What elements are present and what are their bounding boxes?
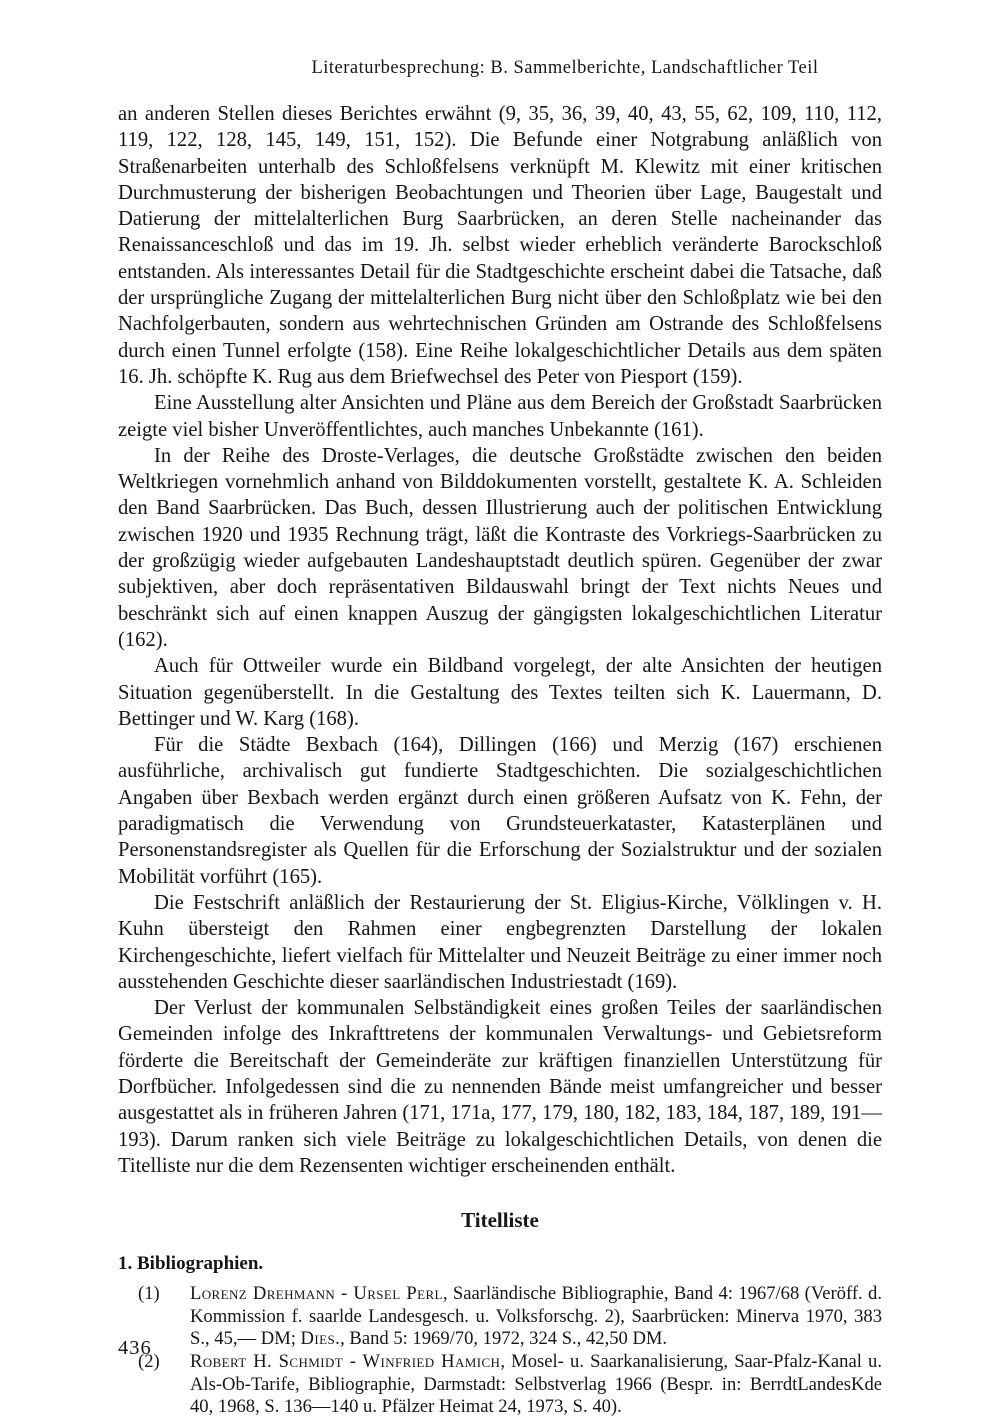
paragraph: an anderen Stellen dieses Berichtes erwähnt (9, 35, 36, 39, 40, 43, 55, 62, 109, 110, 112, 119, 122, 128, 145, 149, 151, 152). Die Befunde einer Notgrabung anläßlich von Straßenarbeiten unterhalb des Schloßfelsens verknüpft M. Klewitz mit einer kritischen Durchmusterung der bisherigen Beobachtungen und Theorien über Lage, Baugestalt und Datierung der mittelalterlichen Burg Saarbrücken, an deren Stelle nacheinander das Renaissanceschloß und das im 19. Jh. selbst wieder erheblich veränderte Barockschloß entstanden. Als interessantes Detail für die Stadtgeschichte erscheint dabei die Tatsache, daß der ursprüngliche Zugang der mittelalterlichen Burg nicht über den Schloßplatz wie bei den Nachfolgerbauten, sondern aus wehrtechnischen Gründen am Ostrande des Schloßfelsens durch einen Tunnel erfolgte (158). Eine Reihe lokalgeschichtlicher Details aus dem späten 16. Jh. schöpfte K. Rug aus dem Briefwechsel des Peter von Piesport (159). [118, 103, 882, 388]
paragraph: Die Festschrift anläßlich der Restaurierung der St. Eligius-Kirche, Völklingen v. H. Kuhn übersteigt den Rahmen einer engbegrenzten Darstellung der lokalen Kirchengeschichte, liefert vielfach für Mittelalter und Neuzeit Beiträge zu einer immer noch ausstehenden Geschichte dieser saarländischen Industriestadt (169). [118, 891, 882, 993]
page [118, 58, 882, 1419]
entry-authors: Lorenz Drehmann - Ursel Perl [190, 1283, 443, 1305]
entry-number: (2) [138, 1350, 160, 1372]
paragraph: In der Reihe des Droste-Verlages, die deutsche Großstädte zwischen den beiden Weltkriegen vornehmlich anhand von Bilddokumenten vorstellt, gestaltete K. A. Schleiden den Band Saarbrücken. Das Buch, dessen Illustrierung auch der politischen Entwicklung zwischen 1920 und 1935 Rechnung trägt, läßt die Kontraste des Vorkriegs-Saarbrücken zu der großzügig wieder aufgebauten Landeshauptstadt deutlich spüren. Gegenüber der zwar subjektiven, aber doch repräsentativen Bildauswahl bringt der Text nichts Neues und beschränkt sich auf einen knappen Auszug der gängigsten lokalgeschichtlichen Literatur (162). [118, 444, 882, 651]
entry-authors: Robert H. Schmidt - Winfried Hamich [190, 1350, 501, 1372]
subsection-title: 1. Bibliographien. [118, 1253, 264, 1275]
paragraph: Der Verlust der kommunalen Selbständigkeit eines großen Teiles der saarländischen Gemeinden infolge des Inkrafttretens der kommunalen Verwaltungs- und Gebietsreform förderte die Bereitschaft der Gemeinderäte zur kräftigen finanziellen Unterstützung für Dorfbücher. Infolgedessen sind die zu nennenden Bände meist umfangreicher und besser ausgestattet als in früheren Jahren (171, 171a, 177, 179, 180, 182, 183, 184, 187, 189, 191—193). Darum ranken sich viele Beiträge zu lokalgeschichtlichen Details, von denen die Titelliste nur die dem Rezensenten wichtiger erscheinenden enthält. [118, 997, 882, 1177]
bibliography-entry [138, 1283, 882, 1351]
entry-authors-secondary: Dies. [300, 1328, 341, 1350]
entry-number: (1) [138, 1283, 160, 1305]
entry-text: , Saarländische Bibliographie, Band 4: 1967/68 (Veröff. d. Kommission f. saarlde Landesgesch. u. Volksforschg. 2), Saarbrücken: Minerva 1970, 383 S., 45,— DM; [190, 1283, 882, 1350]
body-text [118, 101, 882, 1179]
paragraph: Auch für Ottweiler wurde ein Bildband vorgelegt, der alte Ansichten der heutigen Situation gegenüberstellt. In die Gestaltung des Textes teilten sich K. Lauermann, D. Bettinger und W. Karg (168). [118, 655, 882, 730]
bibliography-list [118, 1283, 882, 1419]
running-head: Literaturbesprechung: B. Sammelberichte, Landschaftlicher Teil [311, 58, 819, 78]
section-title: Titelliste [461, 1208, 539, 1233]
paragraph: Eine Ausstellung alter Ansichten und Pläne aus dem Bereich der Großstadt Saarbrücken zeigte viel bisher Unveröffentlichtes, auch manches Unbekannte (161). [118, 392, 882, 441]
paragraph: Für die Städte Bexbach (164), Dillingen (166) und Merzig (167) erschienen ausführliche, archivalisch gut fundierte Stadtgeschichten. Die sozialgeschichtlichen Angaben über Bexbach werden ergänzt durch einen größeren Aufsatz von K. Fehn, der paradigmatisch die Verwendung von Grundsteuerkataster, Katasterplänen und Personenstandsregister als Quellen für die Erforschung der Sozialstruktur und der sozialen Mobilität vorführt (165). [118, 734, 882, 888]
page-number: 436 [118, 1337, 152, 1359]
entry-text-secondary: , Band 5: 1969/70, 1972, 324 S., 42,50 DM. [340, 1328, 668, 1350]
bibliography-entry [138, 1351, 882, 1419]
entry-text: , Mosel- u. Saarkanalisierung, Saar-Pfalz-Kanal u. Als-Ob-Tarife, Bibliographie, Darmstadt: Selbstverlag 1966 (Bespr. in: BerrdtLandesKde 40, 1968, S. 136—140 u. Pfälzer Heimat 24, 1973, S. 40). [190, 1350, 882, 1418]
